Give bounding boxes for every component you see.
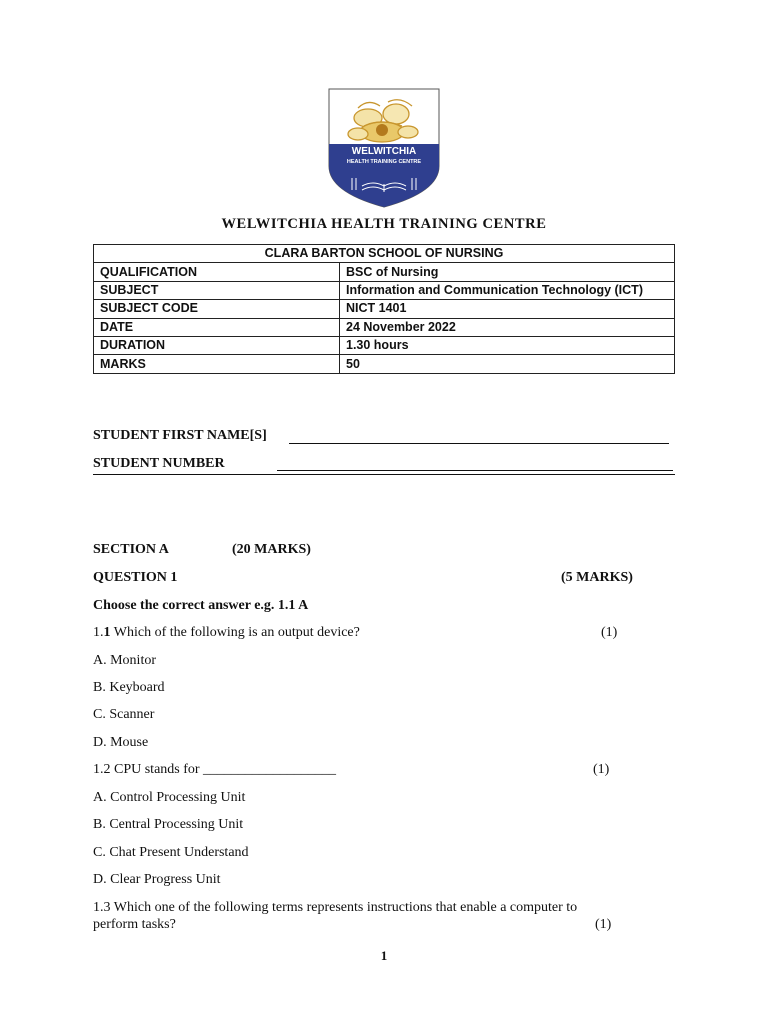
page-number: 1 [380,948,388,963]
table-row [94,336,675,354]
q-mark: (1) [595,917,612,932]
student-first-name-label: STUDENT FIRST NAME[S] [93,428,267,443]
student-number-label: STUDENT NUMBER [93,456,225,471]
section-marks: (20 MARKS) [232,542,311,557]
row-key: SUBJECT CODE [94,300,340,318]
table-row [94,318,675,336]
table-row [94,355,675,373]
row-key: MARKS [94,355,340,373]
section-label: SECTION A [93,542,169,557]
table-heading-row [94,245,675,263]
row-value: NICT 1401 [340,300,675,318]
option: C. Scanner [93,707,155,722]
question-1-2: 1.2 CPU stands for ___________________ [93,762,337,777]
crest-text-line2: HEALTH TRAINING CENTRE [346,159,422,165]
first-name-blank[interactable] [289,443,669,444]
school-title: WELWITCHIA HEALTH TRAINING CENTRE [221,216,547,232]
student-number-blank[interactable] [277,470,673,471]
option: B. Central Processing Unit [93,817,244,832]
question-1-3-line2: perform tasks? [93,917,176,932]
divider [93,474,675,475]
school-of-nursing-heading: CLARA BARTON SCHOOL OF NURSING [94,245,675,263]
question-1-1 [93,625,360,641]
q-subnumber: 1 [103,625,111,640]
instruction: Choose the correct answer e.g. 1.1 A [93,598,309,613]
exam-info-table [93,244,675,374]
q-number: 1. [93,625,104,640]
option: D. Mouse [93,735,149,750]
table-row [94,263,675,281]
row-value: 24 November 2022 [340,318,675,336]
row-key: QUALIFICATION [94,263,340,281]
row-value: Information and Communication Technology (ICT) [340,281,675,299]
option: A. Control Processing Unit [93,790,246,805]
table-row [94,281,675,299]
row-value: BSC of Nursing [340,263,675,281]
option: C. Chat Present Understand [93,845,249,860]
question-marks: (5 MARKS) [561,570,633,585]
q-mark: (1) [601,625,618,640]
question-1-3-line1: 1.3 Which one of the following terms represents instructions that enable a computer to [93,900,578,915]
option: B. Keyboard [93,680,165,695]
q-text: Which of the following is an output device? [110,625,360,640]
row-value: 50 [340,355,675,373]
row-key: DURATION [94,336,340,354]
row-value: 1.30 hours [340,336,675,354]
option: D. Clear Progress Unit [93,872,221,887]
table-row [94,300,675,318]
q-mark: (1) [593,762,610,777]
question-label: QUESTION 1 [93,570,178,585]
row-key: SUBJECT [94,281,340,299]
option: A. Monitor [93,653,156,668]
row-key: DATE [94,318,340,336]
crest-text-line1: WELWITCHIA [351,146,417,157]
school-crest-logo [328,88,440,208]
